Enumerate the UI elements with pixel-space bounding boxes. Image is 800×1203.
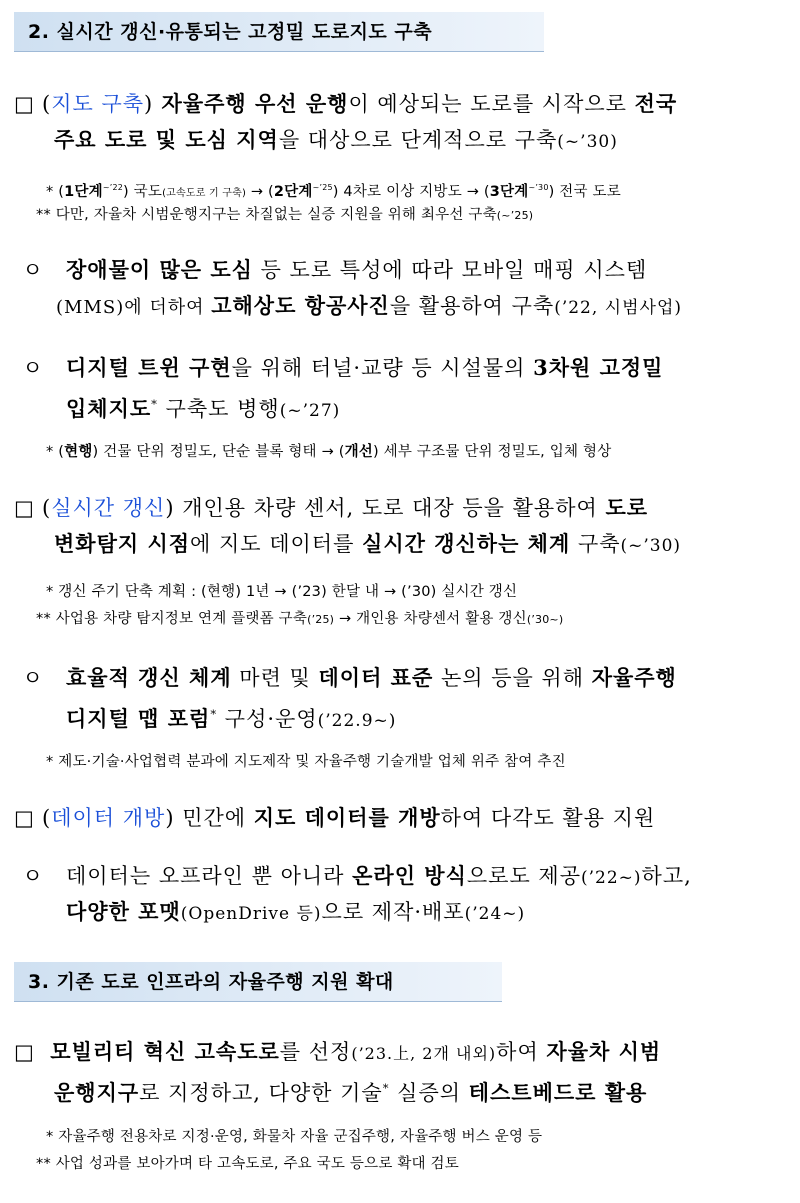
note-current-improved: * (현행) 건물 단위 정밀도, 단순 블록 형태 → (개선) 세부 구조물 단위 정밀도, 입체 형상 xyxy=(46,444,612,460)
paragraph-mobility-highway-line2: 운행지구로 지정하고, 다양한 기술* 실증의 테스트베드로 활용 xyxy=(54,1080,648,1105)
note-priority: ** 다만, 자율차 시범운행지구는 차질없는 실증 지원을 위해 최우선 구축(~’25) xyxy=(36,207,534,223)
checkbox-icon: □ xyxy=(14,1040,35,1064)
paragraph-data-open: □ (데이터 개방) 민간에 지도 데이터를 개방하여 다각도 활용 지원 xyxy=(14,800,794,836)
bullet-digital-map-forum: ㅇ 효율적 갱신 체계 마련 및 데이터 표준 논의 등을 위해 자율주행 xyxy=(14,660,794,696)
bullet-urban-obstacles: ㅇ 장애물이 많은 도심 등 도로 특성에 따라 모바일 매핑 시스템 xyxy=(14,252,794,288)
checkbox-icon: □ xyxy=(14,496,35,520)
note-expansion: ** 사업 성과를 보아가며 타 고속도로, 주요 국도 등으로 확대 검토 xyxy=(36,1156,459,1172)
bullet-data-formats: ㅇ 데이터는 오프라인 뿐 아니라 온라인 방식으로도 제공(’22~)하고, xyxy=(14,858,794,896)
note-update-cycle: * 갱신 주기 단축 계획 : (현행) 1년 → (’23) 한달 내 → (’30) 실시간 갱신 xyxy=(46,584,518,600)
paragraph-mobility-highway: □ 모빌리티 혁신 고속도로를 선정(’23.上, 2개 내외)하여 자율차 시범 xyxy=(14,1034,794,1072)
checkbox-icon: □ xyxy=(14,92,35,116)
bullet-mark: ㅇ xyxy=(22,356,44,380)
tag-label: 지도 구축 xyxy=(51,92,145,116)
note-platform: ** 사업용 차량 탐지정보 연계 플랫폼 구축(’25) → 개인용 차량센서 활용 갱신(’30~) xyxy=(36,611,564,627)
paragraph-map-construction: □ (지도 구축) 자율주행 우선 운행이 예상되는 도로를 시작으로 전국 xyxy=(14,86,794,122)
paragraph-realtime-update-line2: 변화탐지 시점에 지도 데이터를 실시간 갱신하는 체계 구축(~’30) xyxy=(54,531,682,556)
bullet-urban-obstacles-line2: (MMS)에 더하여 고해상도 항공사진을 활용하여 구축(’22, 시범사업) xyxy=(56,293,682,318)
note-technologies: * 자율주행 전용차로 지정·운영, 화물차 자율 군집주행, 자율주행 버스 운영 등 xyxy=(46,1129,543,1145)
section-2-heading: 2. 실시간 갱신·유통되는 고정밀 도로지도 구축 xyxy=(14,12,544,52)
section-3-heading: 3. 기존 도로 인프라의 자율주행 지원 확대 xyxy=(14,962,502,1002)
paragraph-map-construction-line2: 주요 도로 및 도심 지역을 대상으로 단계적으로 구축(~’30) xyxy=(54,127,618,152)
bullet-data-formats-line2: 다양한 포맷(OpenDrive 등)으로 제작·배포(’24~) xyxy=(66,899,526,924)
tag-label: 실시간 갱신 xyxy=(51,496,166,520)
paragraph-realtime-update: □ (실시간 갱신) 개인용 차량 센서, 도로 대장 등을 활용하여 도로 xyxy=(14,490,794,526)
bullet-digital-twin: ㅇ 디지털 트윈 구현을 위해 터널·교량 등 시설물의 3차원 고정밀 xyxy=(14,350,794,386)
bullet-digital-twin-line2: 입체지도* 구축도 병행(~’27) xyxy=(66,396,341,421)
checkbox-icon: □ xyxy=(14,806,35,830)
bullet-mark: ㅇ xyxy=(22,258,44,282)
note-forum-subcommittees: * 제도·기술·사업협력 분과에 지도제작 및 자율주행 기술개발 업체 위주 참여 추진 xyxy=(46,754,566,770)
note-stages: * (1단계$^{\sim’22}$) 국도(고속도로 기 구축) → (2단계$^{\sim’25}$) 4차로 이상 지방도 → (3단계$^{\sim’30}$) 전국 도로 xyxy=(46,183,621,200)
bullet-mark: ㅇ xyxy=(22,864,44,888)
bullet-mark: ㅇ xyxy=(22,666,44,690)
bullet-digital-map-forum-line2: 디지털 맵 포럼* 구성·운영(’22.9~) xyxy=(66,706,397,731)
tag-label: 데이터 개방 xyxy=(51,806,166,830)
